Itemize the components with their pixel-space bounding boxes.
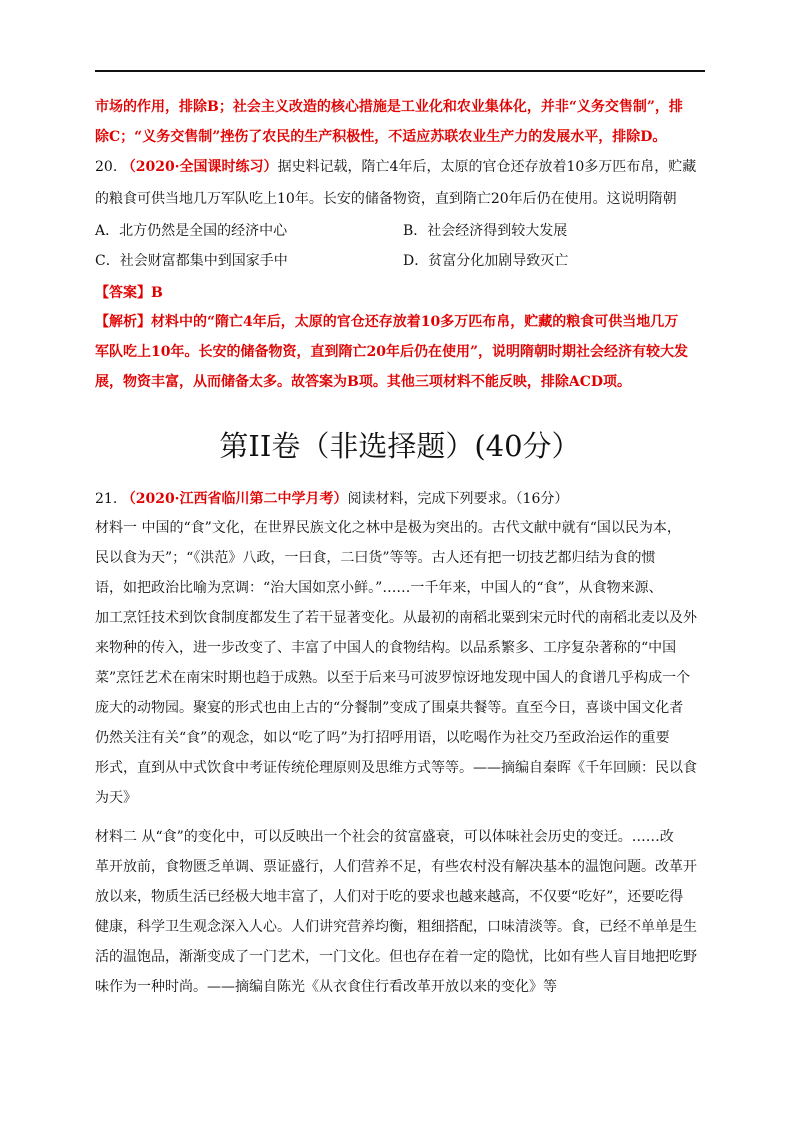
q20-analysis-line-1: 【解析】材料中的“隋亡4年后，太原的官仓还存放着10多万匹布帛，贮藏的粮食可供当地几万 [95,314,679,330]
material1-line-5: 来物种的传入，进一步改变了、丰富了中国人的食物结构。以品系繁多、工序复杂著称的“中国 [95,640,677,656]
q21-stem: 阅读材料，完成下列要求。（16分） [347,491,569,507]
material2-line-5: 活的温饱品，渐渐变成了一门艺术，一门文化。但也存在着一定的隐忧，比如有些人盲目地把吃野 [95,949,697,965]
q20-source: （2020·全国课时练习） [121,159,278,175]
q20-stem-1: 据史料记载，隋亡4年后，太原的官仓还存放着10多万匹布帛，贮藏 [277,159,697,175]
q20-option-d: D．贫富分化加剧导致灭亡 [403,253,569,269]
material1-line-2: 民以食为天”；“《洪范》八政，一曰食，二曰货”等等。古人还有把一切技艺都归结为食的惯 [95,550,656,566]
material1-line-7: 庞大的动物园。聚宴的形式也由上古的“分餐制”变成了围桌共餐等。直至今日，喜谈中国文化者 [95,700,684,716]
material1-line-6: 菜”烹饪艺术在南宋时期也趋于成熟。以至于后来马可波罗惊讶地发现中国人的食谱几乎构成一个 [95,670,691,686]
header-rule [95,70,705,72]
material1-line-10: 为天》 [95,790,137,806]
q21-number: 21. [95,491,118,507]
q20-answer: 【答案】B [95,285,163,301]
q20-option-a: A．北方仍然是全国的经济中心 [95,223,288,239]
q21-source: （2020·江西省临川第二中学月考） [121,491,348,507]
material2-line-4: 健康，科学卫生观念深入人心。人们讲究营养均衡，粗细搭配，口味清淡等。食，已经不单单是生 [95,919,697,935]
material1-line-8: 仍然关注有关“食”的观念，如以“吃了吗”为打招呼用语，以吃喝作为社交乃至政治运作的重要 [95,730,670,746]
q20-analysis-line-3: 展，物资丰富，从而储备太多。故答案为B项。其他三项材料不能反映，排除ACD项。 [95,374,631,390]
material1-line-3: 语，如把政治比喻为烹调：“治大国如烹小鲜。”……一千年来，中国人的“食”，从食物来源、 [95,580,663,596]
q20-number: 20. [95,159,118,175]
q20-line-2: 的粮食可供当地几万军队吃上10年。长安的储备物资，直到隋亡20年后仍在使用。这说明隋朝 [95,191,677,207]
material1-line-1: 材料一 中国的“食”文化，在世界民族文化之林中是极为突出的。古代文献中就有“国以民为本， [95,520,681,536]
q20-option-c: C．社会财富都集中到国家手中 [95,253,288,269]
section-title: 第II卷（非选择题）(40分） [219,429,581,463]
prev-analysis-line-2: 除C；“义务交售制”挫伤了农民的生产积极性，不适应苏联农业生产力的发展水平，排除D。 [95,129,667,145]
material2-line-1: 材料二 从“食”的变化中，可以反映出一个社会的贫富盛衰，可以体味社会历史的变迁。……改 [95,829,674,845]
prev-analysis-line-1: 市场的作用，排除B；社会主义改造的核心措施是工业化和农业集体化，并非“义务交售制”，排 [95,99,683,115]
q20-option-b: B．社会经济得到较大发展 [403,223,568,239]
q20-analysis-line-2: 军队吃上10年。长安的储备物资，直到隋亡20年后仍在使用”，说明隋朝时期社会经济有较大发 [95,344,689,360]
material2-line-2: 革开放前，食物匮乏单调、票证盛行，人们营养不足，有些农村没有解决基本的温饱问题。改革开 [95,859,697,875]
material2-line-6: 味作为一种时尚。——摘编自陈光《从衣食住行看改革开放以来的变化》等 [95,979,557,995]
material1-line-9: 形式，直到从中式饮食中考证传统伦理原则及思维方式等等。——摘编自秦晖《千年回顾：民以食 [95,760,697,776]
q20-line-1 [95,158,715,176]
material2-line-3: 放以来，物质生活已经极大地丰富了，人们对于吃的要求也越来越高，不仅要“吃好”，还要吃得 [95,889,684,905]
q21-line-1 [95,490,715,508]
material1-line-4: 加工烹饪技术到饮食制度都发生了若干显著变化。从最初的南稻北粟到宋元时代的南稻北麦以及外 [95,610,697,626]
